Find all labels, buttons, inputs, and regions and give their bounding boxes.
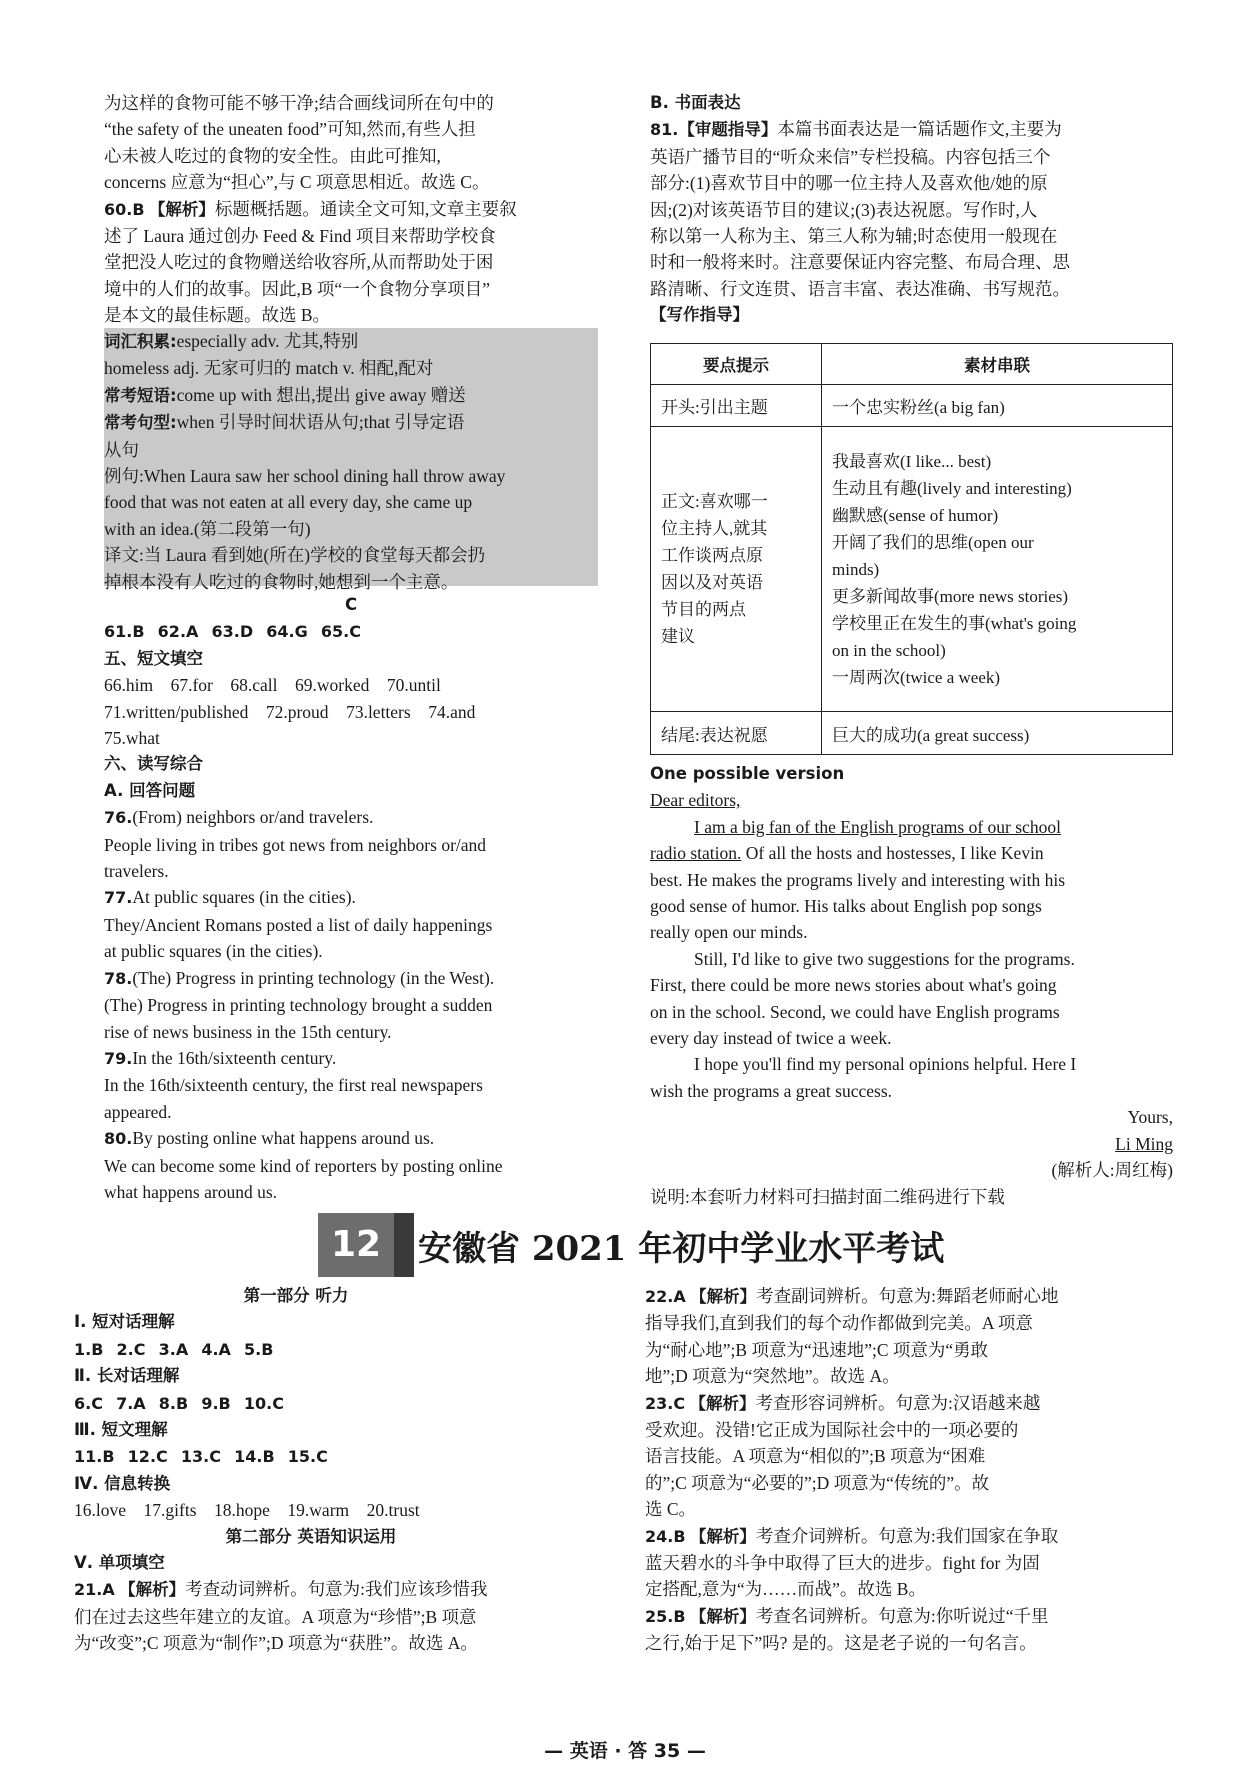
answer: 14.B	[234, 1447, 275, 1467]
essay-text: Of all the hosts and hostesses, I like Kevin	[741, 843, 1044, 864]
qa-line: travelers.	[104, 861, 169, 882]
q-line: 蓝天碧水的斗争中取得了巨大的进步。fight for 为固	[645, 1553, 1040, 1574]
cell-line: 我最喜欢(I like... best)	[832, 451, 992, 471]
essay-line: on in the school. Second, we could have English programs	[650, 1001, 1060, 1022]
answer: 65.C	[320, 622, 361, 642]
page-footer: — 英语 · 答 35 —	[544, 1740, 706, 1762]
qa-line: At public squares (in the cities).	[132, 887, 356, 908]
q81-number: 81.	[650, 120, 679, 140]
table-header: 素材串联	[822, 344, 1173, 385]
essay-line: Still, I'd like to give two suggestions for the programs.	[694, 948, 1075, 969]
cell-line: 生动且有趣(lively and interesting)	[832, 478, 1072, 498]
left-answers	[104, 592, 598, 1205]
q-line: 为“耐心地”;B 项意为“迅速地”;C 项意为“勇敢	[645, 1339, 989, 1360]
q-tag: 【解析】	[690, 1287, 757, 1306]
q81	[650, 116, 1173, 143]
fill-answer: 71.written/published	[104, 701, 249, 722]
cell-line: minds)	[832, 559, 880, 579]
qa-line: By posting online what happens around us.	[132, 1128, 435, 1149]
q-line: 考查副词辨析。句意为:舞蹈老师耐心地	[756, 1286, 1059, 1306]
q81-tag: 【审题指导】	[678, 120, 778, 140]
q81-line: 部分:(1)喜欢节目中的哪一位主持人及喜欢他/她的原	[650, 173, 1048, 194]
answer: 9.B	[201, 1393, 231, 1413]
section-a-title: A. 回答问题	[104, 780, 196, 800]
qa-line: rise of news business in the 15th century.	[104, 1021, 392, 1042]
fill-answer: 74.and	[428, 701, 476, 722]
badge-accent	[394, 1213, 414, 1277]
answer: 18.hope	[214, 1500, 270, 1521]
answer: 3.A	[158, 1339, 189, 1359]
qa-num: 76.	[104, 808, 133, 828]
table-cell: 一个忠实粉丝(a big fan)	[822, 385, 1173, 427]
fill-answer: 70.until	[386, 675, 441, 696]
q-line: 考查介词辨析。句意为:我们国家在争取	[755, 1525, 1059, 1546]
answer: 7.A	[116, 1393, 146, 1413]
essay-line: wish the programs a great success.	[650, 1080, 893, 1101]
qa-line: In the 16th/sixteenth century.	[132, 1047, 337, 1068]
cell-line: 正文:喜欢哪一	[661, 492, 768, 511]
essay-line	[650, 814, 1173, 840]
section-b-title: B. 书面表达	[650, 93, 741, 112]
cell-line: 因以及对英语	[661, 573, 763, 592]
signature-text: Li Ming	[1115, 1133, 1173, 1154]
table-cell: 结尾:表达祝愿	[651, 712, 822, 755]
text-line: 为这样的食物可能不够干净;结合画线词所在句中的	[104, 93, 494, 113]
q21	[74, 1576, 608, 1603]
qa-line: appeared.	[104, 1101, 172, 1122]
q-tag: 【解析】	[689, 1606, 756, 1626]
fill-answer: 69.worked	[295, 675, 370, 696]
q-tag: 【解析】	[689, 1393, 756, 1413]
q-line: 之行,始于足下”吗? 是的。这是老子说的一句名言。	[645, 1633, 1037, 1654]
cell-line: 一周两次(twice a week)	[832, 667, 1001, 687]
section-title: Ⅱ. 长对话理解	[74, 1366, 180, 1386]
table-cell	[822, 427, 1173, 712]
section-title: Ⅴ. 单项填空	[74, 1553, 165, 1573]
vocab-line: 掉根本没有人吃过的食物时,她想到一个主意。	[104, 571, 459, 592]
guide-title: 【写作指导】	[650, 305, 749, 325]
section-title: Ⅲ. 短文理解	[74, 1420, 168, 1440]
exam-number-badge: 12	[318, 1213, 394, 1277]
text-line: “the safety of the uneaten food”可知,然而,有些人担	[104, 119, 476, 140]
salutation	[650, 787, 1173, 813]
answer: 2.C	[116, 1339, 146, 1359]
q-line: 定搭配,意为“为……而战”。故选 B。	[645, 1579, 926, 1600]
essay-line: First, there could be more news stories about what's going	[650, 975, 1057, 996]
essay	[650, 761, 1173, 1210]
q-number: 22.A	[645, 1287, 686, 1306]
answer: 16.love	[74, 1500, 127, 1521]
qa-line: what happens around us.	[104, 1181, 278, 1202]
q21-number: 21.A	[74, 1580, 115, 1600]
vocab-line	[104, 409, 598, 436]
answers-c	[104, 618, 598, 645]
bottom-left-column	[74, 1283, 608, 1657]
q23	[645, 1390, 1173, 1523]
q81-line: 因;(2)对该英语节目的建议;(3)表达祝愿。写作时,人	[650, 199, 1038, 220]
qa-item	[104, 1045, 598, 1125]
left-column	[104, 90, 598, 329]
cell-line: 建议	[661, 627, 695, 646]
salutation-text: Dear editors,	[650, 790, 741, 811]
answer: 11.B	[74, 1447, 115, 1467]
fill-row	[104, 672, 598, 698]
fill-answer: 73.letters	[346, 701, 411, 722]
vocab-box	[104, 328, 598, 592]
q-number: 24.B	[645, 1526, 686, 1546]
qa-item	[104, 884, 598, 964]
answer-row	[74, 1497, 608, 1523]
note: 说明:本套听力材料可扫描封面二维码进行下载	[650, 1186, 1005, 1207]
section-title: Ⅳ. 信息转换	[74, 1473, 171, 1493]
vocab-line: 例句:When Laura saw her school dining hall throw away	[104, 466, 506, 487]
q60-line: 堂把没人吃过的食物赠送给收容所,从而帮助处于困	[104, 252, 494, 273]
q21-line: 为“改变”;C 项意为“制作”;D 项意为“获胜”。故选 A。	[74, 1633, 478, 1654]
q-line: 考查形容词辨析。句意为:汉语越来越	[755, 1392, 1041, 1413]
section-6-title: 六、读写综合	[104, 754, 203, 774]
table-cell: 巨大的成功(a great success)	[822, 712, 1173, 755]
answer-row	[74, 1390, 608, 1417]
q-line: 考查名词辨析。句意为:你听说过“千里	[755, 1605, 1049, 1626]
writing-guide-table	[650, 343, 1173, 755]
cell-line: 幽默感(sense of humor)	[832, 505, 999, 525]
q22	[645, 1283, 1173, 1390]
q-number: 23.C	[645, 1393, 686, 1413]
qa-line: (The) Progress in printing technology (in the West).	[132, 967, 495, 988]
cell-line: 工作谈两点原	[661, 546, 763, 565]
essay-line: good sense of humor. His talks about English pop songs	[650, 896, 1042, 917]
qa-num: 77.	[104, 888, 133, 908]
qa-line: (From) neighbors or/and travelers.	[132, 807, 374, 828]
q21-line: 们在过去这些年建立的友谊。A 项意为“珍惜”;B 项意	[74, 1606, 477, 1627]
answer: 63.D	[211, 622, 254, 642]
fill-row	[104, 725, 598, 751]
section-title: Ⅰ. 短对话理解	[74, 1312, 175, 1332]
answer: 8.B	[158, 1393, 189, 1413]
section-5-title: 五、短文填空	[104, 648, 203, 668]
cell-line: 节目的两点	[661, 600, 746, 619]
answer: 19.warm	[287, 1500, 350, 1521]
text-line: 心未被人吃过的食物的安全性。由此可推知,	[104, 145, 441, 166]
qa-line: They/Ancient Romans posted a list of daily happenings	[104, 914, 493, 935]
answer: 4.A	[201, 1339, 231, 1359]
q25	[645, 1603, 1173, 1657]
vocab-line: 译文:当 Laura 看到她(所在)学校的食堂每天都会扔	[104, 545, 486, 566]
fill-answer: 66.him	[104, 675, 154, 696]
vocab-line: 从句	[104, 439, 139, 460]
q60-line: 是本文的最佳标题。故选 B。	[104, 305, 331, 326]
q60-line: 标题概括题。通读全文可知,文章主要叙	[214, 198, 517, 219]
q-line: 受欢迎。没错!它正成为国际社会中的一项必要的	[645, 1420, 1019, 1441]
q60-line: 述了 Laura 通过创办 Feed & Find 项目来帮助学校食	[104, 226, 496, 247]
answer: 5.B	[244, 1339, 274, 1359]
cell-line: 更多新闻故事(more news stories)	[832, 586, 1069, 606]
qa-num: 78.	[104, 968, 133, 988]
answer: 6.C	[74, 1393, 103, 1413]
q21-tag: 【解析】	[119, 1580, 186, 1600]
vocab-text: when 引导时间状语从句;that 引导定语	[176, 412, 465, 433]
fill-answer: 75.what	[104, 728, 160, 749]
text-line: concerns 应意为“担心”,与 C 项意思相近。故选 C。	[104, 172, 490, 193]
fill-row	[104, 699, 598, 725]
q60-number: 60.B	[104, 199, 145, 219]
q-line: 语言技能。A 项意为“相似的”;B 项意为“困难	[645, 1446, 986, 1467]
right-column	[650, 90, 1173, 329]
q-tag: 【解析】	[689, 1526, 756, 1546]
answer: 17.gifts	[143, 1500, 197, 1521]
qa-num: 80.	[104, 1129, 133, 1149]
closing: Yours,	[1127, 1107, 1173, 1128]
answer: 10.C	[243, 1393, 284, 1413]
qa-item	[104, 965, 598, 1045]
answer: 13.C	[180, 1447, 221, 1467]
vocab-line: with an idea.(第二段第一句)	[104, 518, 311, 539]
answer-row	[74, 1336, 608, 1363]
answer: 61.B	[104, 622, 145, 642]
section-c-title: C	[344, 595, 358, 614]
q60-tag: 【解析】	[148, 199, 215, 219]
fill-answer: 67.for	[170, 675, 213, 696]
q60-line: 境中的人们的故事。因此,B 项“一个食物分享项目”	[104, 278, 490, 299]
q24	[645, 1523, 1173, 1603]
fill-answer: 68.call	[230, 675, 278, 696]
exam-banner	[318, 1213, 945, 1277]
q-line: 指导我们,直到我们的每个动作都做到完美。A 项意	[645, 1313, 1033, 1334]
vocab-line	[104, 328, 598, 355]
q60	[104, 196, 598, 223]
answer: 64.G	[266, 622, 308, 642]
vocab-line: food that was not eaten at all every day, she came up	[104, 492, 473, 513]
essay-line: best. He makes the programs lively and interesting with his	[650, 869, 1066, 890]
cell-line: 学校里正在发生的事(what's going	[832, 613, 1077, 633]
q-line: 的”;C 项意为“必要的”;D 项意为“传统的”。故	[645, 1472, 990, 1493]
q21-line: 考查动词辨析。句意为:我们应该珍惜我	[185, 1579, 488, 1600]
qa-line: We can become some kind of reporters by posting online	[104, 1155, 503, 1176]
essay-text: radio station.	[650, 843, 742, 864]
table-cell: 开头:引出主题	[651, 385, 822, 427]
answer: 1.B	[74, 1339, 104, 1359]
q81-line: 本篇书面表达是一篇话题作文,主要为	[777, 119, 1062, 140]
q81-line: 时和一般将来时。注意要保证内容完整、布局合理、思	[650, 252, 1070, 273]
part1-title: 第一部分 听力	[243, 1286, 349, 1305]
qa-num: 79.	[104, 1048, 133, 1068]
vocab-text: especially adv. 尤其,特别	[176, 331, 359, 351]
vocab-text: come up with 想出,提出 give away 赠送	[176, 384, 466, 405]
q-line: 地”;D 项意为“突然地”。故选 A。	[645, 1366, 900, 1387]
analyst: (解析人:周红梅)	[1051, 1160, 1173, 1181]
exam-title: 安徽省 2021 年初中学业水平考试	[418, 1229, 945, 1269]
bottom-right-column	[645, 1283, 1173, 1657]
vocab-line	[104, 382, 598, 409]
vocab-label: 常考短语:	[104, 385, 177, 405]
table-cell	[651, 427, 822, 712]
answer: 12.C	[127, 1447, 168, 1467]
answer: 20.trust	[366, 1500, 420, 1521]
q81-line: 英语广播节目的“听众来信”专栏投稿。内容包括三个	[650, 146, 1051, 167]
fill-answer: 72.proud	[265, 701, 329, 722]
answer: 15.C	[287, 1447, 328, 1467]
qa-item	[104, 804, 598, 884]
qa-line: In the 16th/sixteenth century, the first real newspapers	[104, 1075, 483, 1096]
qa-line: People living in tribes got news from neighbors or/and	[104, 834, 487, 855]
table-header: 要点提示	[651, 344, 822, 385]
q81-line: 路清晰、行文连贯、语言丰富、表达准确、书写规范。	[650, 278, 1070, 299]
part2-title: 第二部分 英语知识运用	[225, 1526, 397, 1546]
answer-row	[74, 1443, 608, 1470]
qa-line: at public squares (in the cities).	[104, 941, 323, 962]
q-line: 选 C。	[645, 1499, 697, 1520]
answer: 62.A	[157, 622, 199, 642]
q81-line: 称以第一人称为主、第三人称为辅;时态使用一般现在	[650, 226, 1058, 247]
qa-item	[104, 1125, 598, 1205]
vocab-label: 常考句型:	[104, 413, 177, 433]
vocab-label: 词汇积累:	[104, 332, 177, 351]
essay-line: every day instead of twice a week.	[650, 1028, 892, 1049]
q-number: 25.B	[645, 1606, 686, 1626]
version-title: One possible version	[650, 764, 845, 783]
cell-line: on in the school)	[832, 640, 946, 660]
essay-line	[650, 840, 1173, 866]
cell-line: 开阔了我们的思维(open our	[832, 532, 1034, 552]
essay-text: I am a big fan of the English programs of our school	[694, 816, 1061, 837]
essay-line: really open our minds.	[650, 922, 808, 943]
qa-line: (The) Progress in printing technology brought a sudden	[104, 995, 493, 1016]
signature	[650, 1131, 1173, 1157]
vocab-line: homeless adj. 无家可归的 match v. 相配,配对	[104, 358, 434, 379]
essay-line: I hope you'll find my personal opinions helpful. Here I	[694, 1054, 1077, 1075]
cell-line: 位主持人,就其	[661, 519, 768, 538]
